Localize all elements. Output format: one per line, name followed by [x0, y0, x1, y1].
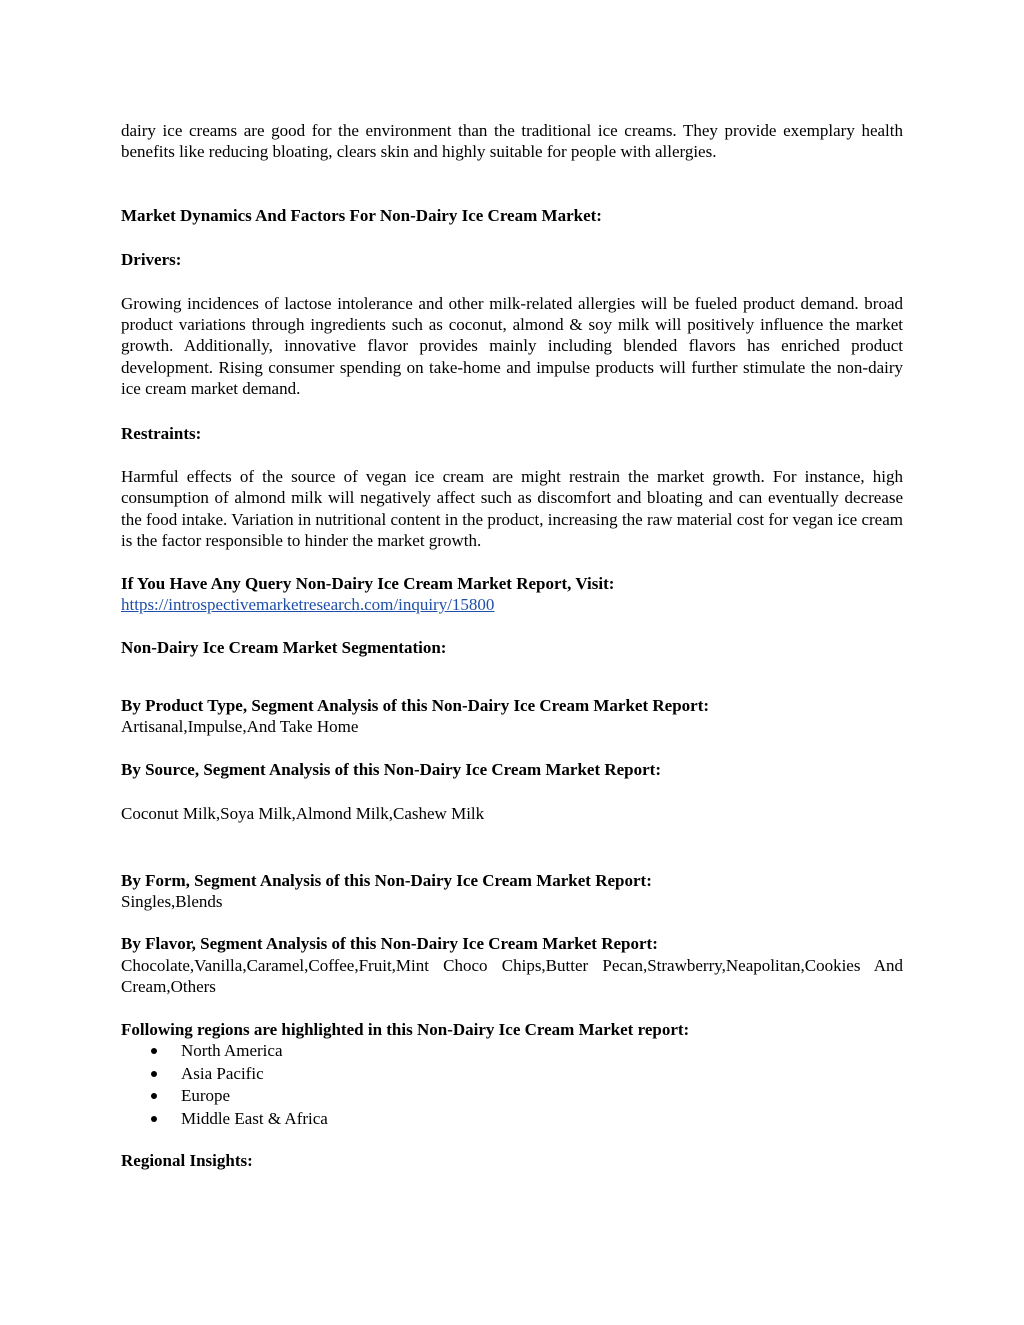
regions-list: [121, 1040, 903, 1130]
bullet-icon: [151, 1116, 157, 1122]
bullet-icon: [151, 1071, 157, 1077]
flavor-values: Chocolate,Vanilla,Caramel,Coffee,Fruit,Mint Choco Chips,Butter Pecan,Strawberry,Neapolitan,Cookies And Cream,Others: [121, 955, 903, 997]
inquiry-link-line: [121, 594, 903, 615]
bullet-icon: [151, 1048, 157, 1054]
list-item: Europe: [121, 1085, 903, 1108]
product-type-values: Artisanal,Impulse,And Take Home: [121, 717, 359, 737]
form-heading: By Form, Segment Analysis of this Non-Dairy Ice Cream Market Report:: [121, 870, 652, 890]
regional-insights-heading: Regional Insights:: [121, 1151, 253, 1171]
flavor-heading: By Flavor, Segment Analysis of this Non-Dairy Ice Cream Market Report:: [121, 934, 658, 954]
market-dynamics-heading: Market Dynamics And Factors For Non-Dairy Ice Cream Market:: [121, 205, 602, 225]
source-heading: By Source, Segment Analysis of this Non-Dairy Ice Cream Market Report:: [121, 759, 661, 779]
list-item: Middle East & Africa: [121, 1108, 903, 1131]
segmentation-heading: Non-Dairy Ice Cream Market Segmentation:: [121, 637, 447, 657]
restraints-paragraph: Harmful effects of the source of vegan ice cream are might restrain the market growth. For instance, high consumption of almond milk will negatively affect such as discomfort and bloating and can eventually decrease the food intake. Variation in nutritional content in the product, increasing the raw material cost for vegan ice cream is the factor responsible to hinder the market growth.: [121, 467, 903, 551]
product-type-heading: By Product Type, Segment Analysis of this Non-Dairy Ice Cream Market Report:: [121, 695, 710, 715]
regions-heading: Following regions are highlighted in this Non-Dairy Ice Cream Market report:: [121, 1019, 690, 1039]
source-values: Coconut Milk,Soya Milk,Almond Milk,Cashew Milk: [121, 804, 485, 824]
document-page: [121, 120, 903, 1172]
list-item: North America: [121, 1040, 903, 1063]
drivers-paragraph: Growing incidences of lactose intolerance and other milk-related allergies will be fueled product demand. broad product variations through ingredients such as coconut, almond & soy milk will positively influence the market growth. Additionally, innovative flavor provides mainly including blended flavors has enriched product development. Rising consumer spending on take-home and impulse products will further stimulate the non-dairy ice cream market demand.: [121, 293, 903, 399]
list-item: Asia Pacific: [121, 1063, 903, 1086]
form-values: Singles,Blends: [121, 891, 223, 911]
intro-paragraph: dairy ice creams are good for the environment than the traditional ice creams. They provide exemplary health benefits like reducing bloating, clears skin and highly suitable for people with allergies.: [121, 121, 903, 162]
drivers-heading: Drivers:: [121, 250, 182, 270]
query-heading: If You Have Any Query Non-Dairy Ice Cream Market Report, Visit:: [121, 573, 615, 593]
bullet-icon: [151, 1093, 157, 1099]
restraints-heading: Restraints:: [121, 423, 202, 443]
inquiry-link[interactable]: https://introspectivemarketresearch.com/inquiry/15800: [121, 595, 495, 615]
